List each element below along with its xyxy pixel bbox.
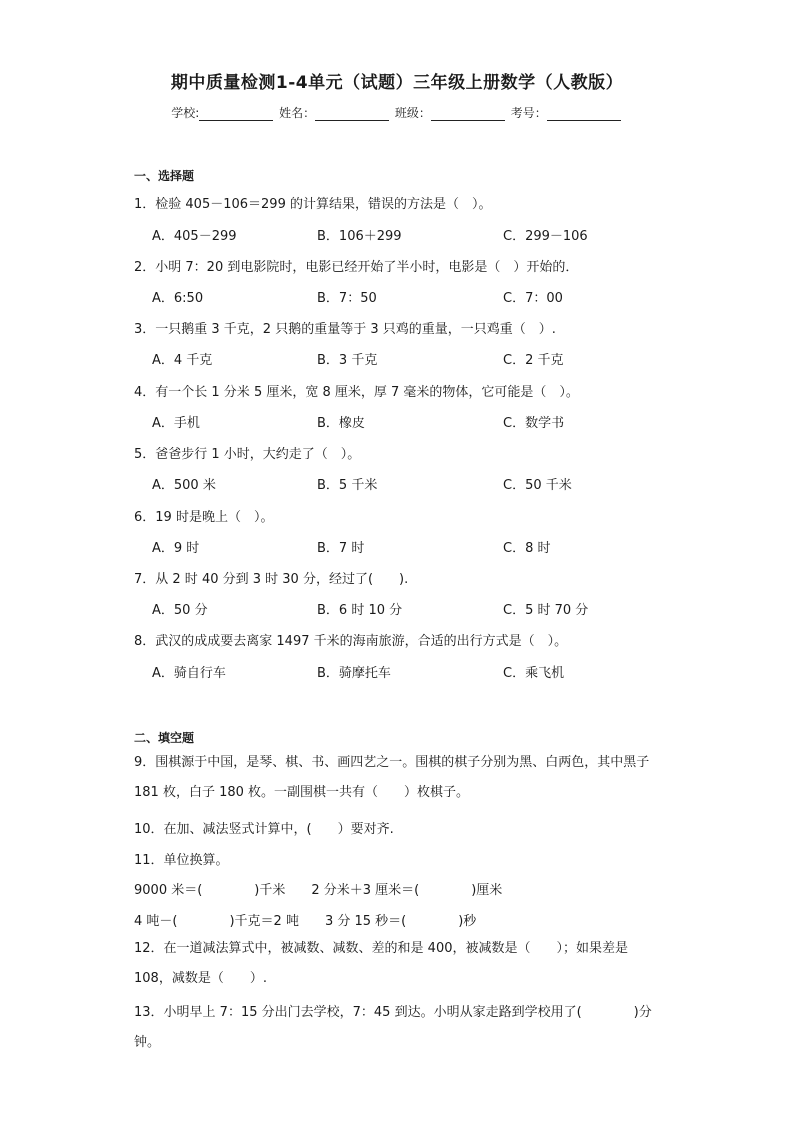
question-1-option-b[interactable]: B．106＋299 (317, 229, 402, 244)
question-5-option-b[interactable]: B．5 千米 (317, 478, 378, 493)
question-8-option-a[interactable]: A．骑自行车 (152, 666, 226, 681)
question-7-option-c[interactable]: C．5 时 70 分 (503, 603, 589, 618)
question-4-option-a[interactable]: A．手机 (152, 416, 200, 431)
class-blank[interactable] (431, 107, 505, 121)
student-info-line (0, 104, 794, 121)
question-7: 7．从 2 时 40 分到 3 时 30 分，经过了( ). (134, 572, 409, 587)
question-5-option-c[interactable]: C．50 千米 (503, 478, 572, 493)
exam-number-label: 考号： (510, 106, 547, 120)
question-1-option-c[interactable]: C．299－106 (503, 229, 588, 244)
question-2-option-a[interactable]: A．6:50 (152, 291, 204, 306)
question-3-option-a[interactable]: A．4 千克 (152, 353, 213, 368)
question-8-option-b[interactable]: B．骑摩托车 (317, 666, 391, 681)
question-7-option-b[interactable]: B．6 时 10 分 (317, 603, 403, 618)
name-label: 姓名： (279, 106, 316, 120)
page-title: 期中质量检测1-4单元（试题）三年级上册数学（人教版） (170, 73, 624, 93)
question-12: 12．在一道减法算式中，被减数、减数、差的和是 400，被减数是（ ）；如果差是 108，减数是（ ）. (134, 941, 628, 986)
school-blank[interactable] (199, 107, 273, 121)
school-label: 学校: (171, 106, 200, 120)
question-6: 6．19 时是晚上（ ）。 (134, 510, 274, 525)
name-blank[interactable] (315, 107, 389, 121)
question-5: 5．爸爸步行 1 小时，大约走了（ ）。 (134, 447, 361, 462)
question-3-option-b[interactable]: B．3 千克 (317, 353, 378, 368)
question-5-option-a[interactable]: A．500 米 (152, 478, 216, 493)
exam-number-blank[interactable] (547, 107, 621, 121)
class-label: 班级： (394, 106, 431, 120)
question-6-option-a[interactable]: A．9 时 (152, 541, 200, 556)
question-10: 10．在加、减法竖式计算中，( ）要对齐. (134, 822, 394, 837)
section-title-choice: 一、选择题 (134, 169, 195, 183)
question-1: 1．检验 405－106＝299 的计算结果，错误的方法是（ ）。 (134, 197, 492, 212)
question-2-option-c[interactable]: C．7：00 (503, 291, 563, 306)
section-title-fill-blank: 二、填空题 (134, 731, 195, 745)
question-11: 11．单位换算。 (134, 853, 229, 868)
question-11-line-2: 4 吨－( )千克＝2 吨 3 分 15 秒＝( )秒 (134, 914, 477, 929)
question-6-option-b[interactable]: B．7 时 (317, 541, 365, 556)
question-11-line-1: 9000 米＝( )千米 2 分米＋3 厘米＝( )厘米 (134, 883, 503, 898)
question-6-option-c[interactable]: C．8 时 (503, 541, 551, 556)
question-9: 9．围棋源于中国，是琴、棋、书、画四艺之一。围棋的棋子分别为黑、白两色，其中黑子 181 枚，白子 180 枚。一副围棋一共有（ ）枚棋子。 (134, 755, 650, 800)
question-3-option-c[interactable]: C．2 千克 (503, 353, 564, 368)
question-8-option-c[interactable]: C．乘飞机 (503, 666, 565, 681)
question-4-option-b[interactable]: B．橡皮 (317, 416, 365, 431)
question-2: 2．小明 7：20 到电影院时，电影已经开始了半小时，电影是（ ）开始的． (134, 260, 579, 275)
question-7-option-a[interactable]: A．50 分 (152, 603, 208, 618)
question-8: 8．武汉的成成要去离家 1497 千米的海南旅游，合适的出行方式是（ ）。 (134, 634, 568, 649)
question-2-option-b[interactable]: B．7：50 (317, 291, 377, 306)
question-3: 3．一只鹅重 3 千克，2 只鹅的重量等于 3 只鸡的重量，一只鸡重（ ）. (134, 322, 556, 337)
question-13: 13．小明早上 7：15 分出门去学校，7：45 到达。小明从家走路到学校用了( )分钟。 (134, 1005, 652, 1050)
question-1-option-a[interactable]: A．405－299 (152, 229, 237, 244)
question-4-option-c[interactable]: C．数学书 (503, 416, 565, 431)
question-4: 4．有一个长 1 分米 5 厘米，宽 8 厘米，厚 7 毫米的物体，它可能是（ ）。 (134, 385, 579, 400)
